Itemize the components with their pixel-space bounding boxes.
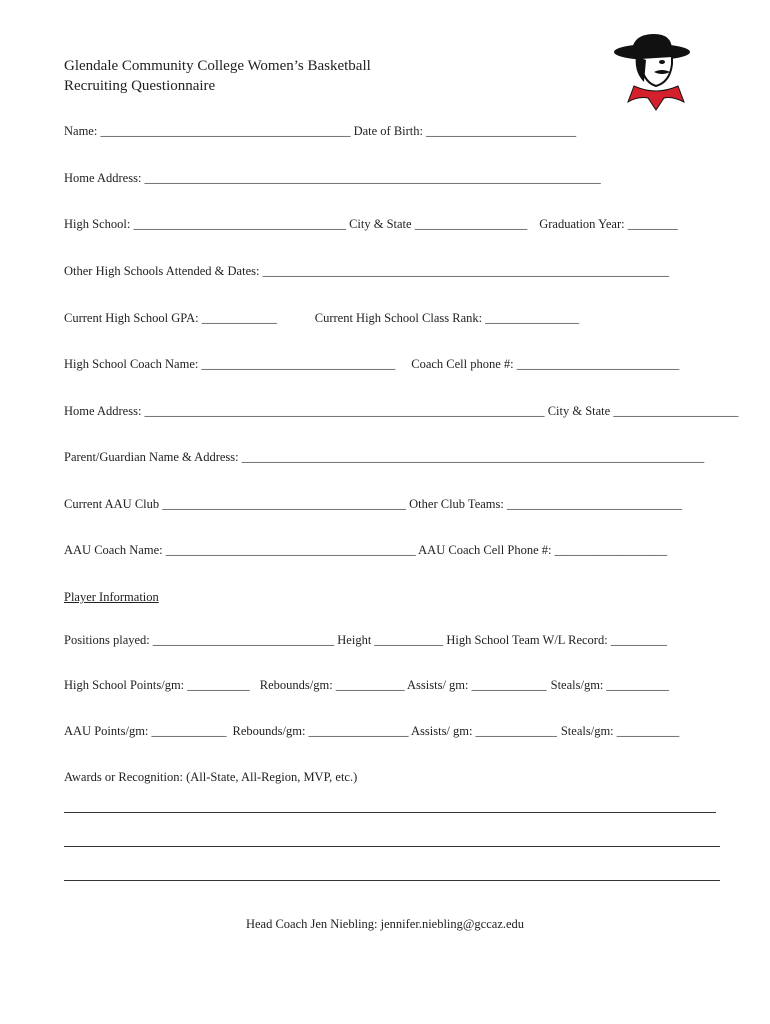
home-address-row [64,171,601,186]
aau-rebounds-field[interactable]: Rebounds/gm: ________________ [232,724,411,738]
player-info-heading: Player Information [64,590,159,604]
positions-field[interactable]: Positions played: _____________________________ [64,633,338,647]
city-state-field[interactable]: City & State __________________ [349,217,528,231]
aau-coach-field[interactable]: AAU Coach Name: ________________________________________ [64,543,419,557]
other-hs-field[interactable]: Other High Schools Attended & Dates: _________________________________________________________________ [64,264,669,278]
gpa-field[interactable]: Current High School GPA: ____________ [64,311,277,325]
aau-club-field[interactable]: Current AAU Club _______________________________________ [64,497,410,511]
record-field[interactable]: High School Team W/L Record: _________ [446,633,668,647]
aau-coach-row [64,543,667,558]
height-field[interactable]: Height ___________ [337,633,447,647]
name-field[interactable]: Name: ________________________________________ [64,124,354,138]
home-address-2-field[interactable]: Home Address: ________________________________________________________________ [64,404,548,418]
positions-row [64,633,667,648]
high-school-field[interactable]: High School: __________________________________ [64,217,350,231]
awards-line-1[interactable] [64,812,716,813]
high-school-row [64,217,678,232]
parent-row [64,450,704,465]
home-address-2-row [64,404,738,419]
hs-rebounds-field[interactable]: Rebounds/gm: ___________ [259,678,408,692]
aau-cell-field[interactable]: AAU Coach Cell Phone #: __________________ [418,543,668,557]
aau-points-field[interactable]: AAU Points/gm: ____________ [64,724,227,738]
aau-assists-field[interactable]: Assists/ gm: _____________ [411,724,557,738]
parent-field[interactable]: Parent/Guardian Name & Address: __________________________________________________________________________ [64,450,705,464]
gpa-row [64,311,579,326]
hs-steals-field[interactable]: Steals/gm: __________ [550,678,670,692]
coach-row [64,357,679,372]
city-state-2-field[interactable]: City & State ____________________ [547,404,739,418]
aau-club-row [64,497,682,512]
name-dob-row [64,124,576,139]
hs-points-field[interactable]: High School Points/gm: __________ [64,678,250,692]
other-clubs-field[interactable]: Other Club Teams: ____________________________ [409,497,682,511]
coach-name-field[interactable]: High School Coach Name: _______________________________ [64,357,396,371]
awards-line-3[interactable] [64,880,720,881]
awards-line-2[interactable] [64,846,720,847]
awards-label: Awards or Recognition: (All-State, All-Region, MVP, etc.) [64,770,358,784]
aau-stats-row [64,724,679,739]
title-line-1: Glendale Community College Women’s Basketball [64,58,371,74]
hs-stats-row [64,678,669,693]
coach-cell-field[interactable]: Coach Cell phone #: __________________________ [411,357,680,371]
grad-year-field[interactable]: Graduation Year: ________ [539,217,678,231]
aau-steals-field[interactable]: Steals/gm: __________ [560,724,680,738]
home-address-field[interactable]: Home Address: _________________________________________________________________________ [64,171,601,185]
mascot-logo-icon [612,30,696,114]
page-title [64,56,371,96]
other-hs-row [64,264,669,279]
dob-field[interactable]: Date of Birth: ________________________ [353,124,577,138]
hs-assists-field[interactable]: Assists/ gm: ____________ [407,678,547,692]
class-rank-field[interactable]: Current High School Class Rank: _______________ [314,311,579,325]
footer-contact: Head Coach Jen Niebling: jennifer.niebling@gccaz.edu [245,917,525,931]
title-line-2: Recruiting Questionnaire [64,78,216,94]
